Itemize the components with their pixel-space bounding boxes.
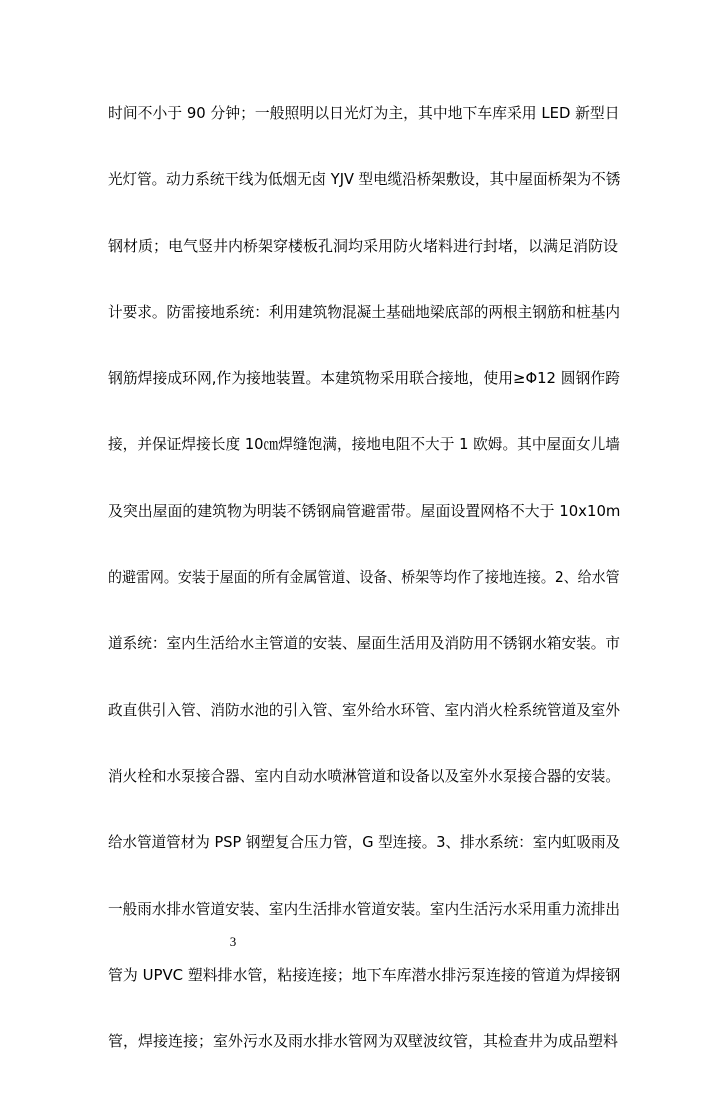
text-line: 接，并保证焊接长度 10㎝焊缝饱满，接地电阻不大于 1 欧姆。其中屋面女儿墙: [108, 435, 620, 454]
text-line: 钢筋焊接成环网,作为接地装置。本建筑物采用联合接地，使用≥Φ12 圆钢作跨: [108, 369, 621, 388]
text-line: 管，焊接连接；室外污水及雨水排水管网为双壁波纹管，其检查井为成品塑料: [108, 1032, 619, 1051]
text-line: 道系统：室内生活给水主管道的安装、屋面生活用及消防用不锈钢水箱安装。市: [108, 634, 621, 653]
text-line: 光灯管。动力系统干线为低烟无卤 YJV 型电缆沿桥架敷设，其中屋面桥架为不锈: [108, 170, 621, 189]
text-line: 管为 UPVC 塑料排水管，粘接连接；地下车库潜水排污泵连接的管道为焊接钢: [108, 965, 621, 984]
text-line: 计要求。防雷接地系统：利用建筑物混凝土基础地梁底部的两根主钢筋和桩基内: [108, 302, 621, 321]
text-line: 一般雨水排水管道安装、室内生活排水管道安装。室内生活污水采用重力流排出: [108, 899, 621, 918]
body-text: [108, 100, 620, 1094]
text-line: 及突出屋面的建筑物为明装不锈钢扁管避雷带。屋面设置网格不大于 10x10m: [108, 501, 621, 520]
text-line: 消火栓和水泵接合器、室内自动水喷淋管道和设备以及室外水泵接合器的安装。: [108, 766, 621, 785]
text-line: 给水管道管材为 PSP 钢塑复合压力管，G 型连接。3、排水系统：室内虹吸雨及: [108, 833, 621, 852]
text-line: 的避雷网。安装于屋面的所有金属管道、设备、桥架等均作了接地连接。2、给水管: [108, 568, 620, 587]
page-number: 3: [229, 934, 237, 949]
text-line: 时间不小于 90 分钟；一般照明以日光灯为主，其中地下车库采用 LED 新型日: [108, 104, 620, 122]
text-line: 钢材质；电气竖井内桥架穿楼板孔洞均采用防火堵料进行封堵，以满足消防设: [108, 236, 619, 255]
text-line: 政直供引入管、消防水池的引入管、室外给水环管、室内消火栓系统管道及室外: [108, 700, 621, 719]
